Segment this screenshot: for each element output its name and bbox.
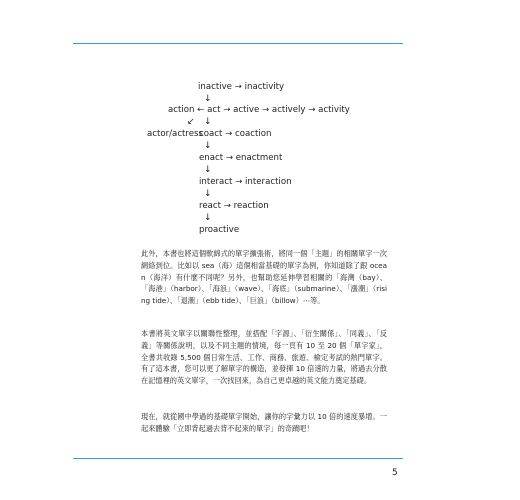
react-line: react → reaction xyxy=(199,201,269,211)
down-arrow-icon: ↓ xyxy=(204,189,212,199)
down-arrow-icon: ↓ xyxy=(204,141,212,151)
inactive-line: inactive → inactivity xyxy=(198,82,285,92)
page-number: 5 xyxy=(392,468,398,478)
diagonal-arrow-icon: ↙ xyxy=(187,117,195,127)
body-paragraph: 本書將英文單字以關聯性整理，並搭配「字源」、「衍生關係」、「同義」、「反義」等關係說明，以及不同主題的情境，每一頁有 10 至 20 個「單字家」，全書共收錄 5,500 個日常生活、工作、商務、旅遊、檢定考試的熱門單字。有了這本書，您可以更了解單字的構造，並發揮 10 倍速的力量，將過去分散在記憶裡的英文單字，一次找回來，為自己更卓越的英文能力奠定基礎。 xyxy=(141,329,387,386)
down-arrow-icon: ↓ xyxy=(204,213,212,223)
down-arrow-icon: ↓ xyxy=(204,165,212,175)
enact-line: enact → enactment xyxy=(199,153,283,163)
body-paragraph: 此外，本書也將這個軟綿式的單字擴張術，將同一個「主題」的相關單字一次網絡到位。比如以 sea（海）這個相當基礎的單字為例，你知道除了跟 ocean（海洋）有什麼不同呢？另外，也幫助您延伸學習相關的「海灣（bay）、「海港」（harbor）、「海浪」（wave）、「海底」（submarine）、「漲潮」（rising tide）、「退潮」（ebb tide）、「巨浪」（billow）⋯等。 xyxy=(141,249,387,306)
body-paragraph: 現在，就從國中學過的基礎單字開始，讓你的字彙力以 10 倍的速度暴增。一起來體驗「立即背起過去背不起來的單字」的奇蹟吧！ xyxy=(141,412,387,433)
interact-line: interact → interaction xyxy=(199,177,292,187)
down-arrow-icon: ↓ xyxy=(204,117,212,127)
bottom-rule xyxy=(73,458,403,459)
down-arrow-icon: ↓ xyxy=(204,94,212,104)
word-family-diagram xyxy=(0,0,520,240)
coact-line: coact → coaction xyxy=(199,129,272,139)
proactive-word: proactive xyxy=(199,225,240,235)
actor-word: actor/actress xyxy=(147,129,203,139)
act-line: action ← act → active → actively → activity xyxy=(168,105,350,115)
